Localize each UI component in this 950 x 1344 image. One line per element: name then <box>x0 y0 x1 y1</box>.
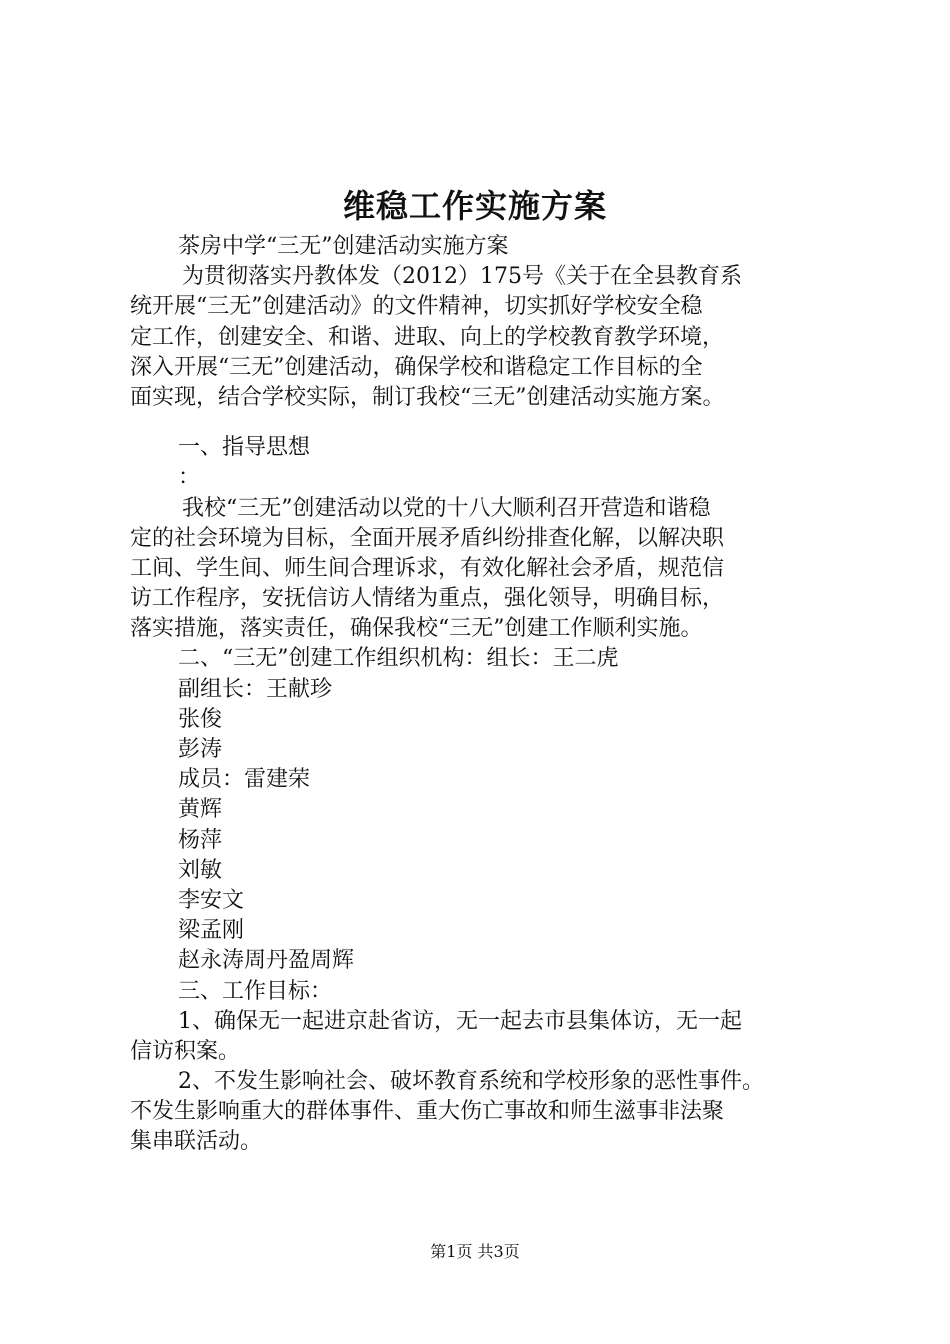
document-subtitle: 茶房中学“三无”创建活动实施方案 <box>178 234 509 259</box>
member-line: 杨萍 <box>178 827 223 853</box>
intro-line: 统开展“三无”创建活动》的文件精神，切实抓好学校安全稳 <box>130 294 703 320</box>
member-line: 梁孟刚 <box>178 918 245 944</box>
goal2-line: 2、不发生影响社会、破坏教育系统和学校形象的恶性事件。 <box>178 1069 764 1095</box>
section1-line: 我校“三无”创建活动以党的十八大顺利召开营造和谐稳 <box>182 495 711 521</box>
goal1-line: 信访积案。 <box>130 1038 241 1064</box>
member-line: 黄辉 <box>178 797 223 823</box>
section2-heading: 二、“三无”创建工作组织机构：组长：王二虎 <box>178 646 619 672</box>
intro-line: 为贯彻落实丹教体发（2012）175号《关于在全县教育系 <box>182 264 742 290</box>
section1-line: 访工作程序，安抚信访人情绪为重点，强化领导，明确目标， <box>130 586 725 612</box>
goal2-line: 集串联活动。 <box>130 1129 263 1155</box>
intro-line: 深入开展“三无”创建活动，确保学校和谐稳定工作目标的全 <box>130 354 703 380</box>
member-line: 张俊 <box>178 706 223 732</box>
goal2-line: 不发生影响重大的群体事件、重大伤亡事故和师生滋事非法聚 <box>130 1099 725 1125</box>
member-line: 刘敏 <box>178 857 223 883</box>
paragraph-gap <box>130 413 850 433</box>
member-line: 副组长：王献珍 <box>178 676 333 702</box>
intro-line: 面实现，结合学校实际，制订我校“三无”创建活动实施方案。 <box>130 384 725 410</box>
member-line: 成员：雷建荣 <box>178 767 311 793</box>
section1-heading: 一、指导思想 <box>178 435 311 461</box>
page-footer: 第1页 共3页 <box>430 1242 520 1261</box>
member-line: 赵永涛周丹盈周辉 <box>178 948 355 974</box>
intro-line: 定工作，创建安全、和谐、进取、向上的学校教育教学环境， <box>130 324 725 350</box>
member-line: 彭涛 <box>178 737 223 762</box>
section1-line: 工间、学生间、师生间合理诉求，有效化解社会矛盾，规范信 <box>130 555 725 581</box>
member-line: 李安文 <box>178 887 245 913</box>
goal1-line: 1、确保无一起进京赴省访，无一起去市县集体访，无一起 <box>178 1008 742 1034</box>
section1-colon: ： <box>178 465 201 491</box>
document-body <box>130 232 850 1158</box>
document-title: 维稳工作实施方案 <box>342 187 607 225</box>
section1-line: 落实措施，落实责任，确保我校“三无”创建工作顺利实施。 <box>130 616 703 642</box>
section1-line: 定的社会环境为目标，全面开展矛盾纠纷排查化解，以解决职 <box>130 525 725 551</box>
section3-heading: 三、工作目标： <box>178 978 333 1004</box>
